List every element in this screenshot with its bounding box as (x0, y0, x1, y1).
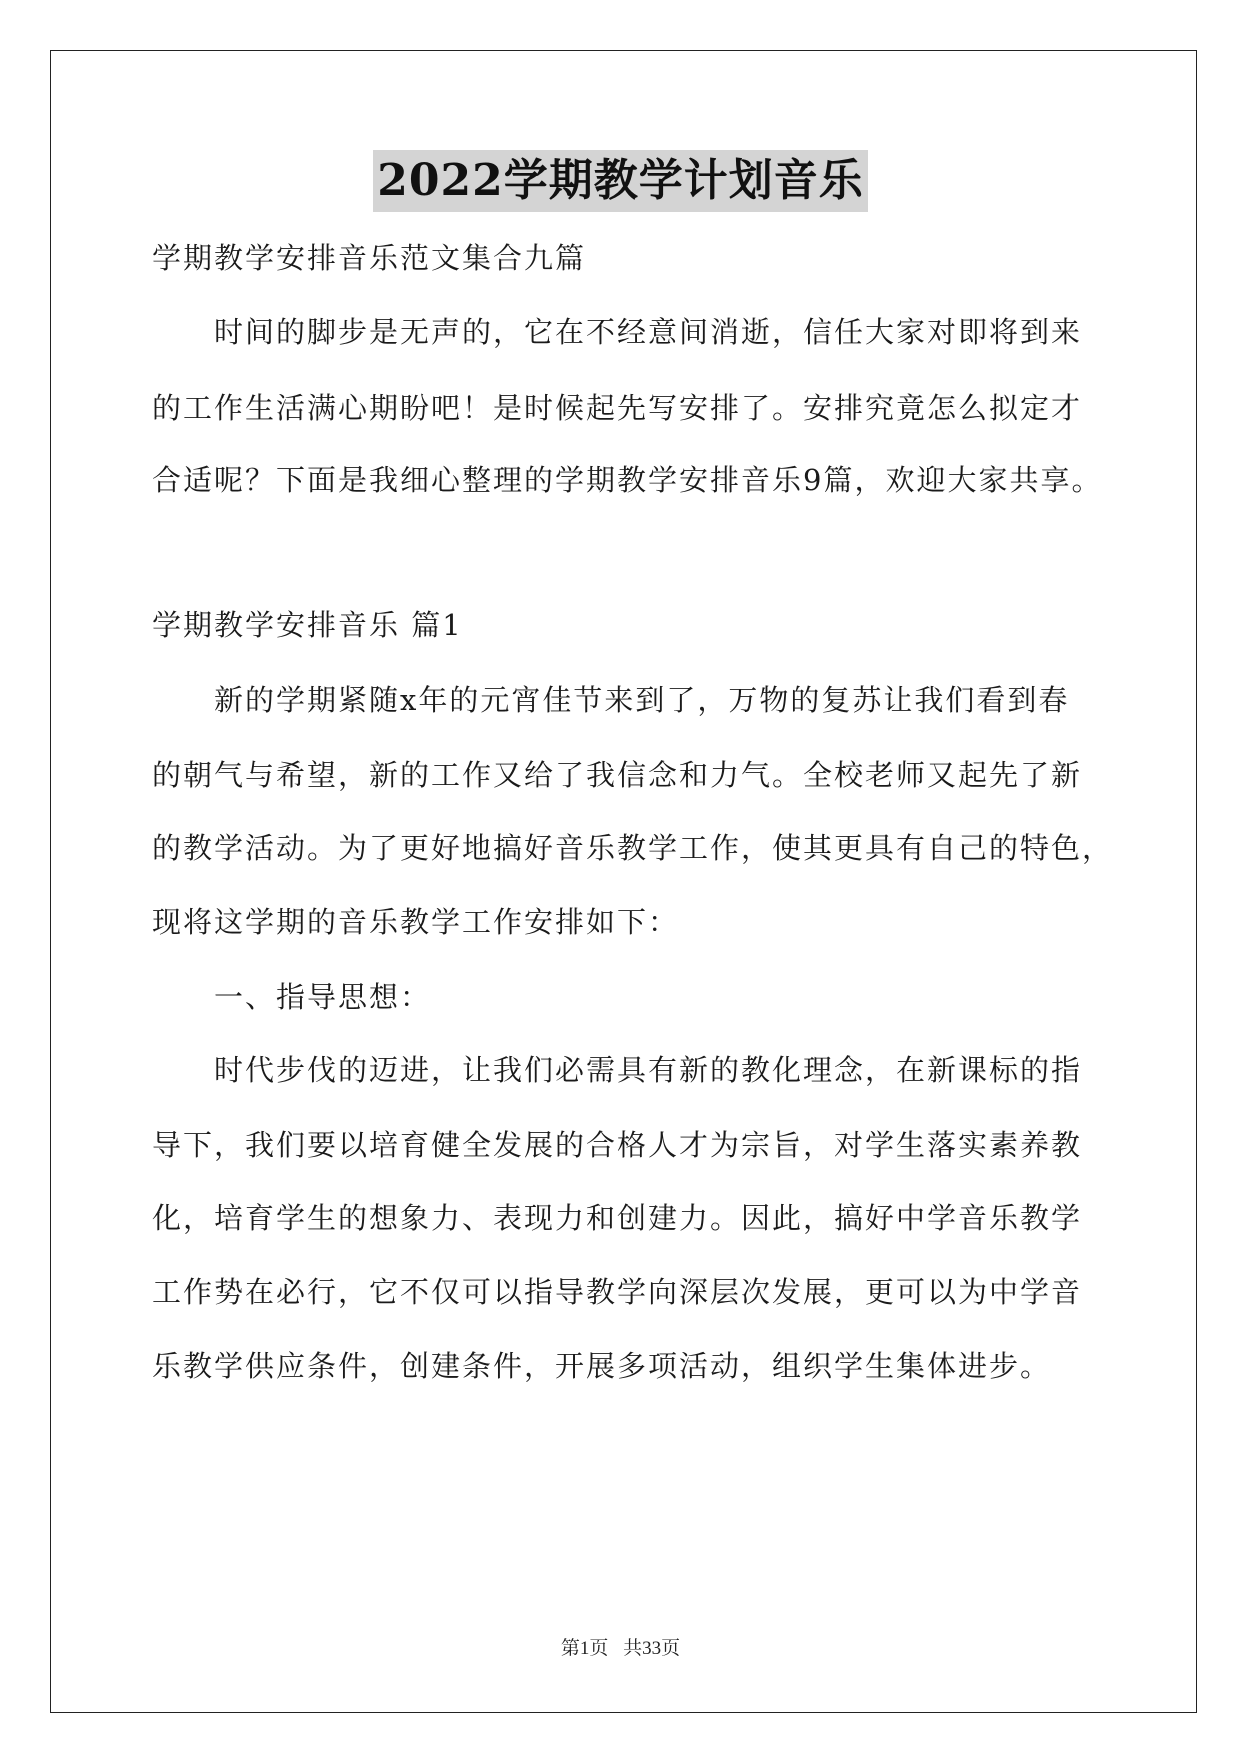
paragraph-line: 化，培育学生的想象力、表现力和创建力。因此，搞好中学音乐教学 (152, 1201, 1083, 1235)
page-border (50, 50, 1197, 1713)
section-heading: 学期教学安排音乐 篇1 (152, 608, 463, 642)
intro-line: 的工作生活满心期盼吧！是时候起先写安排了。安排究竟怎么拟定才 (152, 391, 1083, 425)
intro-line: 时间的脚步是无声的，它在不经意间消逝，信任大家对即将到来 (214, 315, 1083, 349)
subheading: 一、指导思想： (214, 980, 432, 1014)
document-title: 2022学期教学计划音乐 (373, 150, 867, 212)
paragraph-line: 乐教学供应条件，创建条件，开展多项活动，组织学生集体进步。 (152, 1349, 1052, 1383)
paragraph-line: 的朝气与希望，新的工作又给了我信念和力气。全校老师又起先了新 (152, 758, 1083, 792)
total-pages: 共33页 (623, 1638, 681, 1659)
paragraph-line: 的教学活动。为了更好地搞好音乐教学工作，使其更具有自己的特色， (152, 831, 1114, 865)
page-number: 第1页 (560, 1638, 609, 1659)
paragraph-line: 导下，我们要以培育健全发展的合格人才为宗旨，对学生落实素养教 (152, 1128, 1083, 1162)
paragraph-line: 现将这学期的音乐教学工作安排如下： (152, 905, 680, 939)
page-footer (0, 1636, 1241, 1662)
paragraph-line: 时代步伐的迈进，让我们必需具有新的教化理念，在新课标的指 (214, 1053, 1083, 1087)
document-subtitle: 学期教学安排音乐范文集合九篇 (152, 241, 587, 275)
intro-line: 合适呢？下面是我细心整理的学期教学安排音乐9篇，欢迎大家共享。 (152, 463, 1103, 497)
paragraph-line: 新的学期紧随x年的元宵佳节来到了，万物的复苏让我们看到春 (214, 683, 1070, 717)
paragraph-line: 工作势在必行，它不仅可以指导教学向深层次发展，更可以为中学音 (152, 1275, 1083, 1309)
title-container (0, 150, 1241, 212)
